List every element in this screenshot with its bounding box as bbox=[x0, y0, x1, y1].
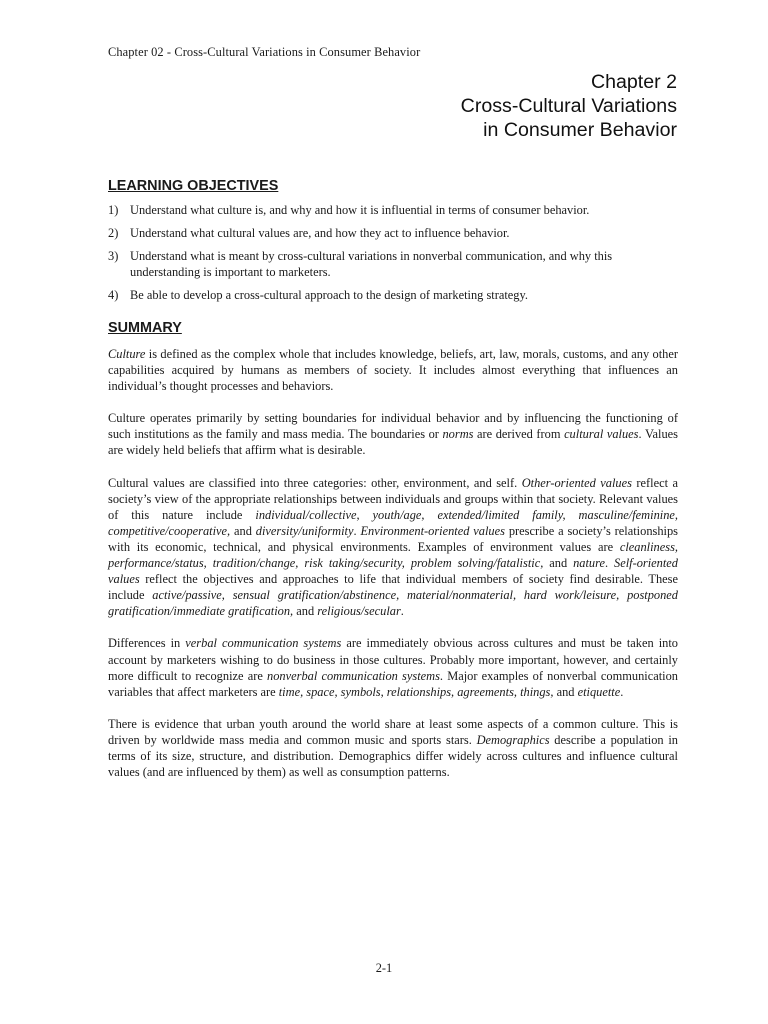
paragraph-text: are derived from bbox=[473, 427, 565, 442]
paragraph-text: Cultural values are classified into three categories: other, environment, and self. bbox=[108, 475, 522, 490]
objectives-list bbox=[108, 202, 678, 303]
list-item-number: 3) bbox=[108, 249, 119, 263]
emphasized-term: Culture bbox=[108, 347, 146, 361]
paragraph-text: describe a population in terms of its size, structure, and distribution. Demographics differ widely across cultures and influence cultural values (and are influenced by them) as well as consumption patterns. bbox=[108, 732, 678, 780]
list-item-text: Understand what culture is, and why and how it is influential in terms of consumer behavior. bbox=[130, 203, 590, 217]
paragraph-text: . bbox=[353, 523, 361, 538]
summary-body bbox=[108, 346, 678, 780]
chapter-title-line: in Consumer Behavior bbox=[483, 119, 677, 141]
emphasized-term: cultural values bbox=[564, 427, 639, 442]
summary-heading: SUMMARY bbox=[108, 320, 182, 336]
paragraph-text: and bbox=[543, 556, 574, 571]
list-item-text: Be able to develop a cross-cultural approach to the design of marketing strategy. bbox=[130, 288, 528, 302]
list-item bbox=[108, 287, 678, 303]
list-item-number: 2) bbox=[108, 226, 119, 240]
paragraph-text: are immediately obvious across cultures and must be taken into account by marketers wishing to do business in those cultures. Probably more important, however, and certainly more difficult to recognize are bbox=[108, 636, 678, 683]
paragraph-text: There is evidence that urban youth around the world share at least some aspects of a common culture. This is driven by worldwide mass media and common music and sports stars. bbox=[108, 716, 678, 747]
summary-paragraph bbox=[108, 346, 678, 394]
list-item bbox=[108, 202, 678, 218]
emphasized-term: Environment-oriented values bbox=[360, 523, 505, 538]
emphasized-term: active/passive, sensual gratification/abstinence, material/nonmaterial, hard work/leisure, postponed gratification/immediate gratification, bbox=[108, 588, 678, 619]
emphasized-term: time, space, symbols, relationships, agreements, things, bbox=[278, 684, 554, 699]
emphasized-term: Self-oriented values bbox=[108, 556, 678, 587]
emphasized-term: verbal communication systems bbox=[185, 636, 342, 651]
list-item-text: Understand what is meant by cross-cultural variations in nonverbal communication, and why this understanding is important to marketers. bbox=[130, 249, 613, 279]
paragraph-text: . bbox=[400, 604, 404, 619]
paragraph-text: Differences in bbox=[108, 636, 186, 651]
paragraph-text: reflect the objectives and approaches to life that individual members of society find desirable. These include bbox=[108, 572, 678, 603]
paragraph-text: prescribe a society’s relationships with its economic, technical, and physical environments. Examples of environment values are bbox=[108, 523, 678, 554]
paragraph-text: and bbox=[230, 523, 256, 538]
emphasized-term: nonverbal communication systems bbox=[267, 668, 440, 683]
list-item bbox=[108, 225, 678, 241]
paragraph-text: . Values are widely held beliefs that affirm what is desirable. bbox=[108, 427, 678, 458]
paragraph-text: . Major examples of nonverbal communication variables that affect marketers are bbox=[108, 668, 678, 699]
summary-paragraph bbox=[108, 475, 678, 620]
page-number: 2-1 bbox=[375, 961, 393, 975]
list-item-number: 4) bbox=[108, 288, 119, 302]
emphasized-term: individual/collective, youth/age, extended/limited family, masculine/feminine, competitive/cooperative, bbox=[108, 507, 679, 538]
list-item bbox=[108, 248, 678, 280]
paragraph-text: . bbox=[604, 556, 614, 571]
paragraph-text: and bbox=[553, 684, 578, 699]
chapter-title-line: Cross-Cultural Variations bbox=[460, 95, 677, 117]
list-item-number: 1) bbox=[108, 203, 119, 217]
summary-paragraph bbox=[108, 635, 678, 699]
summary-paragraph bbox=[108, 410, 678, 458]
emphasized-term: religious/secular bbox=[317, 604, 401, 619]
learning-objectives-heading: LEARNING OBJECTIVES bbox=[108, 178, 279, 194]
running-header: Chapter 02 - Cross-Cultural Variations in Consumer Behavior bbox=[108, 45, 421, 59]
paragraph-text: . bbox=[620, 684, 624, 699]
document-body bbox=[108, 177, 678, 796]
emphasized-term: Demographics bbox=[476, 732, 550, 747]
emphasized-term: Other-oriented values bbox=[521, 475, 632, 490]
list-item-text: Understand what cultural values are, and how they act to influence behavior. bbox=[130, 226, 510, 240]
emphasized-term: etiquette bbox=[577, 684, 621, 699]
summary-paragraph bbox=[108, 716, 678, 780]
chapter-title bbox=[461, 70, 677, 142]
emphasized-term: nature bbox=[573, 556, 605, 571]
paragraph-text: is defined as the complex whole that includes knowledge, beliefs, art, law, morals, customs, and any other capabilities acquired by humans as members of society. It includes almost everything that influences an individual’s thought processes and behaviors. bbox=[108, 347, 678, 394]
chapter-number: Chapter 2 bbox=[590, 71, 677, 93]
emphasized-term: diversity/uniformity bbox=[255, 523, 354, 538]
paragraph-text: reflect a society’s view of the appropriate relationships between individuals and groups within that society. Relevant values of this nature include bbox=[108, 475, 678, 522]
emphasized-term: norms bbox=[442, 427, 474, 442]
paragraph-text: Culture operates primarily by setting boundaries for individual behavior and by influencing the functioning of such institutions as the family and mass media. The boundaries or bbox=[108, 411, 678, 442]
emphasized-term: cleanliness, performance/status, tradition/change, risk taking/security, problem solving/fatalistic, bbox=[108, 539, 678, 571]
paragraph-text: and bbox=[293, 604, 318, 619]
